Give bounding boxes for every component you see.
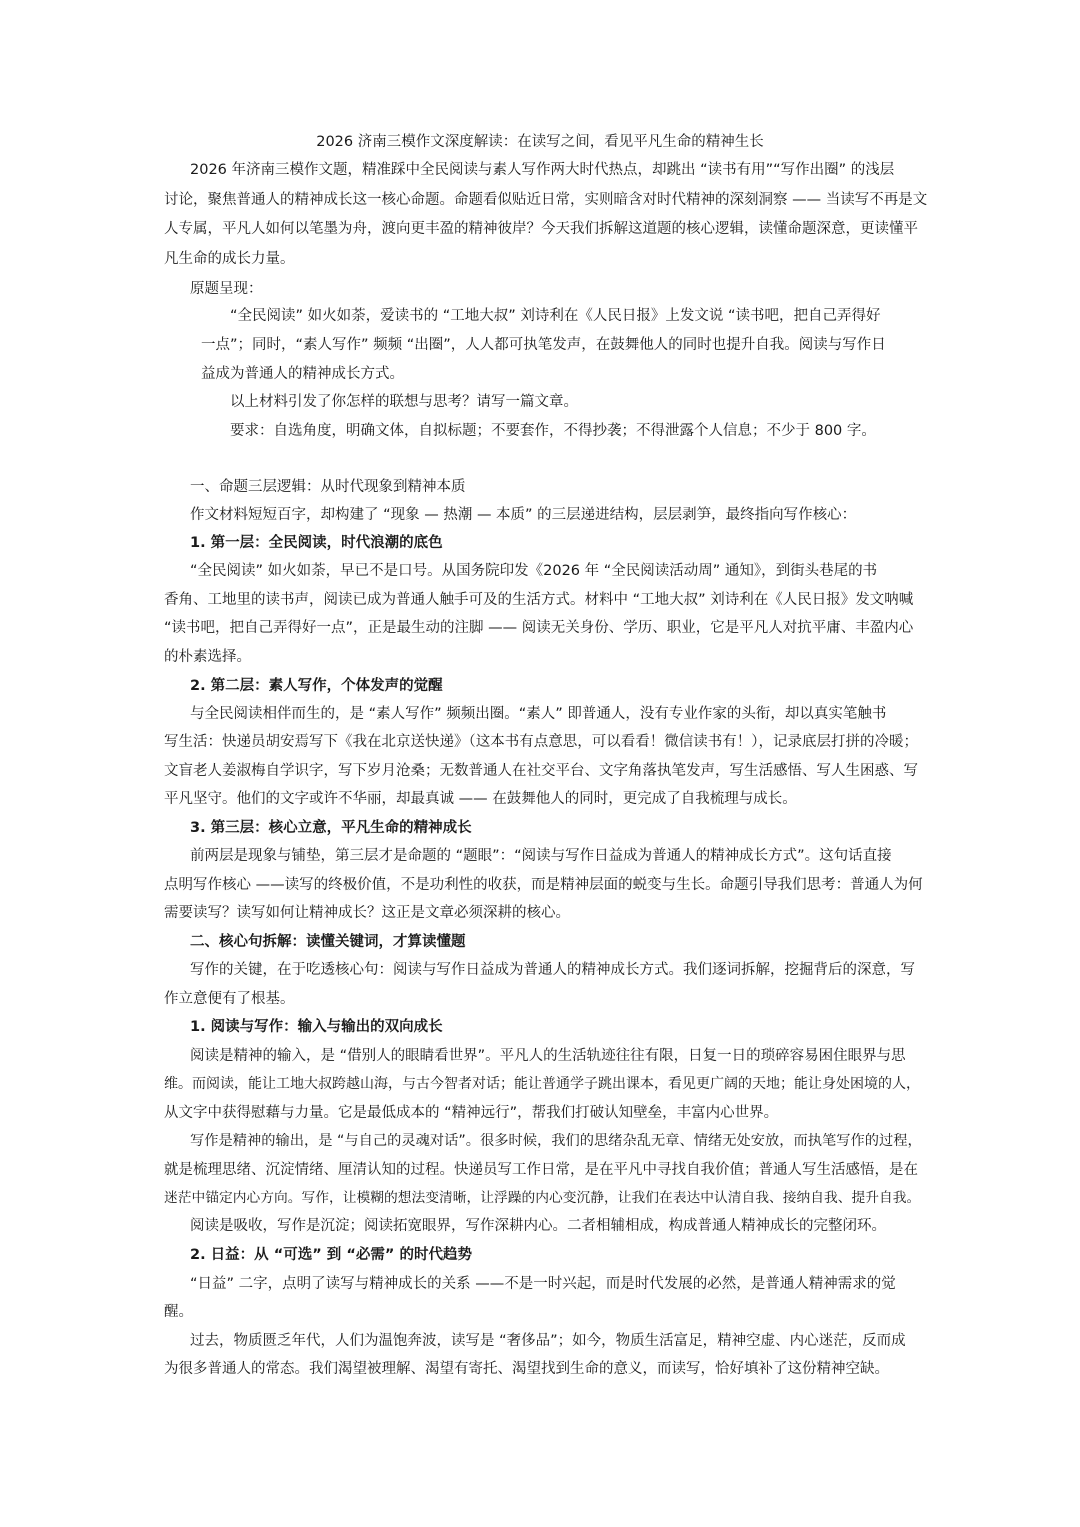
paragraph-line: 点明写作核心 ——读写的终极价值，不是功利性的收获，而是精神层面的蜕变与生长。命题引导我们思考：普通人为何 <box>164 877 923 893</box>
paragraph-line: 与全民阅读相伴而生的，是 “素人写作” 频频出圈。“素人” 即普通人，没有专业作家的头衔，却以真实笔触书 <box>190 706 887 722</box>
paragraph-line: 就是梳理思绪、沉淀情绪、厘清认知的过程。快递员写工作日常，是在平凡中寻找自我价值；普通人写生活感悟，是在 <box>164 1162 918 1178</box>
prompt-line: 以上材料引发了你怎样的联想与思考？请写一篇文章。 <box>230 394 578 410</box>
paragraph-line: 前两层是现象与铺垫，第三层才是命题的 “题眼”：“阅读与写作日益成为普通人的精神成长方式”。这句话直接 <box>190 848 892 864</box>
paragraph-line: “全民阅读” 如火如荼，早已不是口号。从国务院印发《2026 年 “全民阅读活动周” 通知》，到街头巷尾的书 <box>190 563 878 579</box>
prompt-line: 一点”；同时，“素人写作” 频频 “出圈”，人人都可执笔发声，在鼓舞他人的同时也提升自我。阅读与写作日 <box>201 337 886 353</box>
paragraph-line: 写作是精神的输出，是 “与自己的灵魂对话”。很多时候，我们的思绪杂乱无章、情绪无处安放，而执笔写作的过程， <box>190 1133 922 1149</box>
paragraph-line: 写生活：快递员胡安焉写下《我在北京送快递》（这本书有点意思，可以看看！微信读书有！），记录底层打拼的冷暖； <box>164 734 918 750</box>
intro-line: 2026 年济南三模作文题，精准踩中全民阅读与素人写作两大时代热点，却跳出 “读书有用”“写作出圈” 的浅层 <box>190 162 895 178</box>
paragraph-line: 从文字中获得慰藉与力量。它是最低成本的 “精神远行”，帮我们打破认知壁垒，丰富内心世界。 <box>164 1105 779 1121</box>
paragraph-line: 过去，物质匮乏年代，人们为温饱奔波，读写是 “奢侈品”；如今，物质生活富足，精神空虚、内心迷茫，反而成 <box>190 1333 906 1349</box>
paragraph-line: 作文材料短短百字，却构建了 “现象 — 热潮 — 本质” 的三层递进结构，层层剥笋，最终指向写作核心： <box>190 507 857 523</box>
paragraph-line: “日益” 二字，点明了读写与精神成长的关系 ——不是一时兴起，而是时代发展的必然，是普通人精神需求的觉 <box>190 1276 896 1292</box>
intro-line: 讨论，聚焦普通人的精神成长这一核心命题。命题看似贴近日常，实则暗含对时代精神的深刻洞察 —— 当读写不再是文 <box>164 192 928 208</box>
subsection-heading: 3. 第三层：核心立意，平凡生命的精神成长 <box>190 820 472 836</box>
paragraph-line: 平凡坚守。他们的文字或许不华丽，却最真诚 —— 在鼓舞他人的同时，更完成了自我梳理与成长。 <box>164 791 797 807</box>
subsection-heading: 2. 日益：从 “可选” 到 “必需” 的时代趋势 <box>190 1247 472 1263</box>
subsection-heading: 1. 第一层：全民阅读，时代浪潮的底色 <box>190 535 443 551</box>
paragraph-line: 作立意便有了根基。 <box>164 991 295 1007</box>
paragraph-line: 的朴素选择。 <box>164 649 251 665</box>
paragraph-line: 阅读是精神的输入，是 “借别人的眼睛看世界”。平凡人的生活轨迹往往有限，日复一日的琐碎容易困住眼界与思 <box>190 1048 906 1064</box>
paragraph-line: “读书吧，把自己弄得好一点”，正是最生动的注脚 —— 阅读无关身份、学历、职业，它是平凡人对抗平庸、丰盈内心 <box>164 620 914 636</box>
paragraph-line: 香角、工地里的读书声，阅读已成为普通人触手可及的生活方式。材料中 “工地大叔” 刘诗利在《人民日报》发文呐喊 <box>164 592 914 608</box>
prompt-line: 益成为普通人的精神成长方式。 <box>201 366 404 382</box>
paragraph-line: 迷茫中锚定内心方向。写作，让模糊的想法变清晰，让浮躁的内心变沉静，让我们在表达中认清自我、接纳自我、提升自我。 <box>164 1190 921 1206</box>
document-title: 2026 济南三模作文深度解读：在读写之间，看见平凡生命的精神生长 <box>316 134 764 150</box>
section-heading: 二、核心句拆解：读懂关键词，才算读懂题 <box>190 934 466 950</box>
prompt-line: 要求：自选角度，明确文体，自拟标题；不要套作，不得抄袭；不得泄露个人信息；不少于 800 字。 <box>230 423 876 439</box>
intro-line: 凡生命的成长力量。 <box>164 251 295 267</box>
paragraph-line: 需要读写？读写如何让精神成长？这正是文章必须深耕的核心。 <box>164 905 570 921</box>
section-heading: 一、命题三层逻辑：从时代现象到精神本质 <box>190 479 466 495</box>
paragraph-line: 维。而阅读，能让工地大叔跨越山海，与古今智者对话；能让普通学子跳出课本，看见更广阔的天地；能让身处困境的人， <box>164 1076 920 1092</box>
paragraph-line: 为很多普通人的常态。我们渴望被理解、渴望有寄托、渴望找到生命的意义，而读写，恰好填补了这份精神空缺。 <box>164 1361 889 1377</box>
paragraph-line: 阅读是吸收，写作是沉淀；阅读拓宽眼界，写作深耕内心。二者相辅相成，构成普通人精神成长的完整闭环。 <box>190 1218 886 1234</box>
subsection-heading: 2. 第二层：素人写作，个体发声的觉醒 <box>190 678 443 694</box>
prompt-label: 原题呈现： <box>190 281 263 297</box>
paragraph-line: 文盲老人姜淑梅自学识字，写下岁月沧桑；无数普通人在社交平台、文字角落执笔发声，写生活感悟、写人生困惑、写 <box>164 763 918 779</box>
paragraph-line: 醒。 <box>164 1304 193 1320</box>
prompt-line: “全民阅读” 如火如荼，爱读书的 “工地大叔” 刘诗利在《人民日报》上发文说 “读书吧，把自己弄得好 <box>230 308 881 324</box>
intro-line: 人专属，平凡人如何以笔墨为舟，渡向更丰盈的精神彼岸？今天我们拆解这道题的核心逻辑，读懂命题深意，更读懂平 <box>164 221 918 237</box>
paragraph-line: 写作的关键，在于吃透核心句：阅读与写作日益成为普通人的精神成长方式。我们逐词拆解，挖掘背后的深意，写 <box>190 962 915 978</box>
subsection-heading: 1. 阅读与写作：输入与输出的双向成长 <box>190 1019 443 1035</box>
